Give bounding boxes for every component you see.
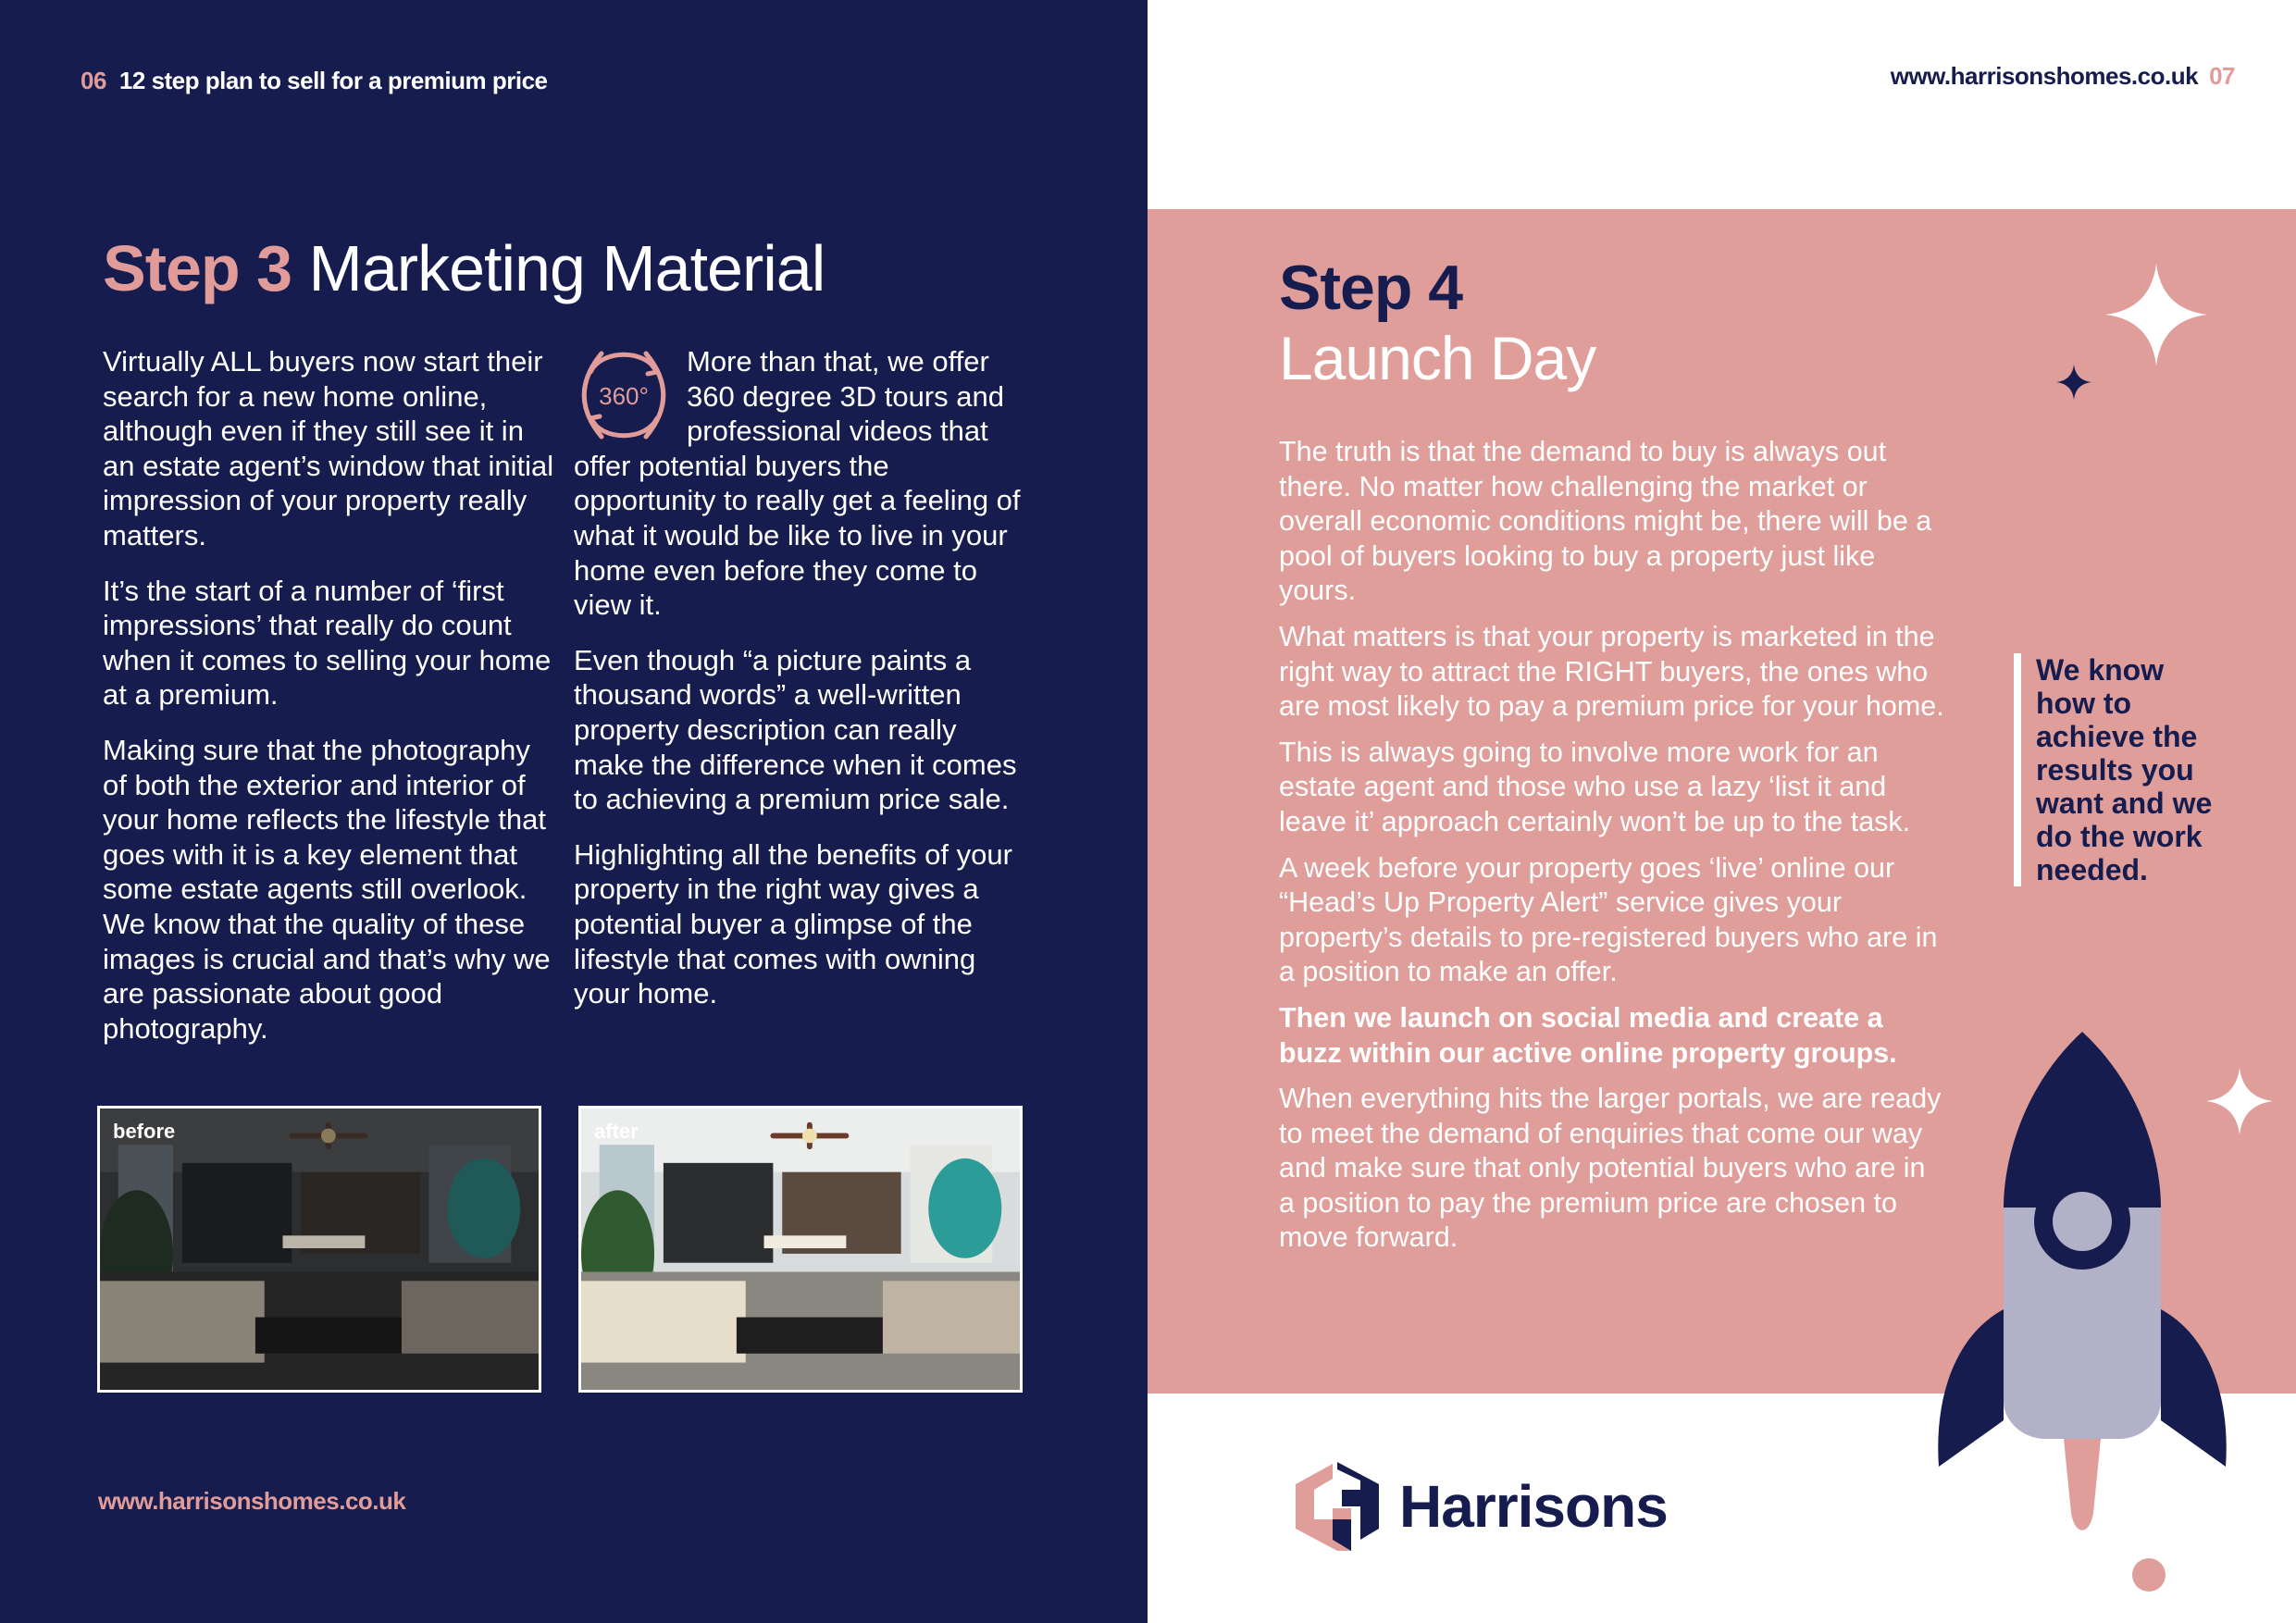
step-4-body xyxy=(1279,435,1945,1267)
left-footer-url[interactable]: www.harrisonshomes.co.uk xyxy=(98,1487,406,1515)
step-3-paragraph: Making sure that the photography of both the exterior and interior of your home reflects the lifestyle that goes with it is a key element that some estate agents still overlook. We know that the quality of these images is crucial and that’s why we are passionate about good photography. xyxy=(103,733,551,1045)
step-3-column-2 xyxy=(574,344,1027,1032)
left-page-number: 06 xyxy=(81,67,106,94)
step-4-heading xyxy=(1279,254,1595,395)
step-3-heading xyxy=(103,231,825,305)
left-header-title: 12 step plan to sell for a premium price xyxy=(118,67,548,94)
photo-after-label: after xyxy=(594,1120,639,1143)
step-4-title: Launch Day xyxy=(1279,324,1596,392)
photo-after xyxy=(578,1106,1023,1393)
step-4-paragraph: A week before your property goes ‘live’ online our “Head’s Up Property Alert” service gives your property’s details to pre-registered buyers who are in a position to make an offer. xyxy=(1279,851,1938,988)
step-3-keyword: Step 3 xyxy=(103,232,292,304)
step-3-column-1 xyxy=(103,344,556,1066)
step-4-keyword: Step 4 xyxy=(1279,253,1463,323)
step-4-paragraph: This is always going to involve more work for an estate agent and those who use a lazy ‘list it and leave it’ approach certainly won’t be up to the task. xyxy=(1279,736,1911,837)
left-header xyxy=(81,67,548,95)
harrisons-logo-icon xyxy=(1296,1462,1379,1551)
photo-before xyxy=(97,1106,541,1393)
step-3-paragraph: Even though “a picture paints a thousand words” a well-written property description can really make the difference when it comes to achieving a premium price sale. xyxy=(574,643,1017,816)
harrisons-brand xyxy=(1296,1462,1668,1551)
right-header-url[interactable]: www.harrisonshomes.co.uk xyxy=(1890,62,2199,90)
step-3-paragraph: More than that, we offer 360 degree 3D tours and professional videos that offer potential buyers the opportunity to really get a feeling of what it would be like to live in your home even before they come to view it. xyxy=(574,345,1021,622)
photo-before-label: before xyxy=(113,1120,176,1143)
step-3-paragraph: Virtually ALL buyers now start their search for a new home online, although even if they still see it in an estate agent’s window that initial impression of your property really matters. xyxy=(103,345,554,551)
living-room-photo-bright xyxy=(581,1109,1020,1390)
living-room-photo-dark xyxy=(100,1109,539,1390)
dot-icon xyxy=(2130,1556,2167,1593)
callout-quote: We know how to achieve the results you want and we do the work needed. xyxy=(2014,653,2227,886)
step-4-paragraph: What matters is that your property is marketed in the right way to attract the RIGHT buyers, the ones who are most likely to pay a premium price for your home. xyxy=(1279,620,1944,723)
brand-name: Harrisons xyxy=(1399,1473,1668,1540)
step-3-paragraph: Highlighting all the benefits of your property in the right way gives a potential buyer a glimpse of the lifestyle that comes with owning your home. xyxy=(574,837,1012,1010)
sparkle-icon-small xyxy=(2054,363,2093,402)
step-3-paragraph: It’s the start of a number of ‘first impressions’ that really do count when it comes to selling your home at a premium. xyxy=(103,574,552,712)
step-4-bold-paragraph: Then we launch on social media and create a buzz within our active online property groups. xyxy=(1279,1001,1897,1069)
sparkle-icon-large xyxy=(2101,259,2212,370)
rocket-icon xyxy=(1934,1032,2230,1550)
right-header xyxy=(1891,62,2235,91)
icon-360-label: 360° xyxy=(599,382,649,410)
step-4-paragraph: The truth is that the demand to buy is always out there. No matter how challenging the market or overall economic conditions might be, there will be a pool of buyers looking to buy a property just like yours. xyxy=(1279,436,1932,607)
right-page-number: 07 xyxy=(2209,62,2235,90)
rotate-360-icon xyxy=(574,344,674,446)
step-4-paragraph: When everything hits the larger portals, we are ready to meet the demand of enquiries that come our way and make sure that only potential buyers who are in a position to pay the premium price are chosen to move forward. xyxy=(1279,1083,1942,1254)
step-3-title: Marketing Material xyxy=(308,232,825,304)
right-page xyxy=(1148,0,2296,1623)
